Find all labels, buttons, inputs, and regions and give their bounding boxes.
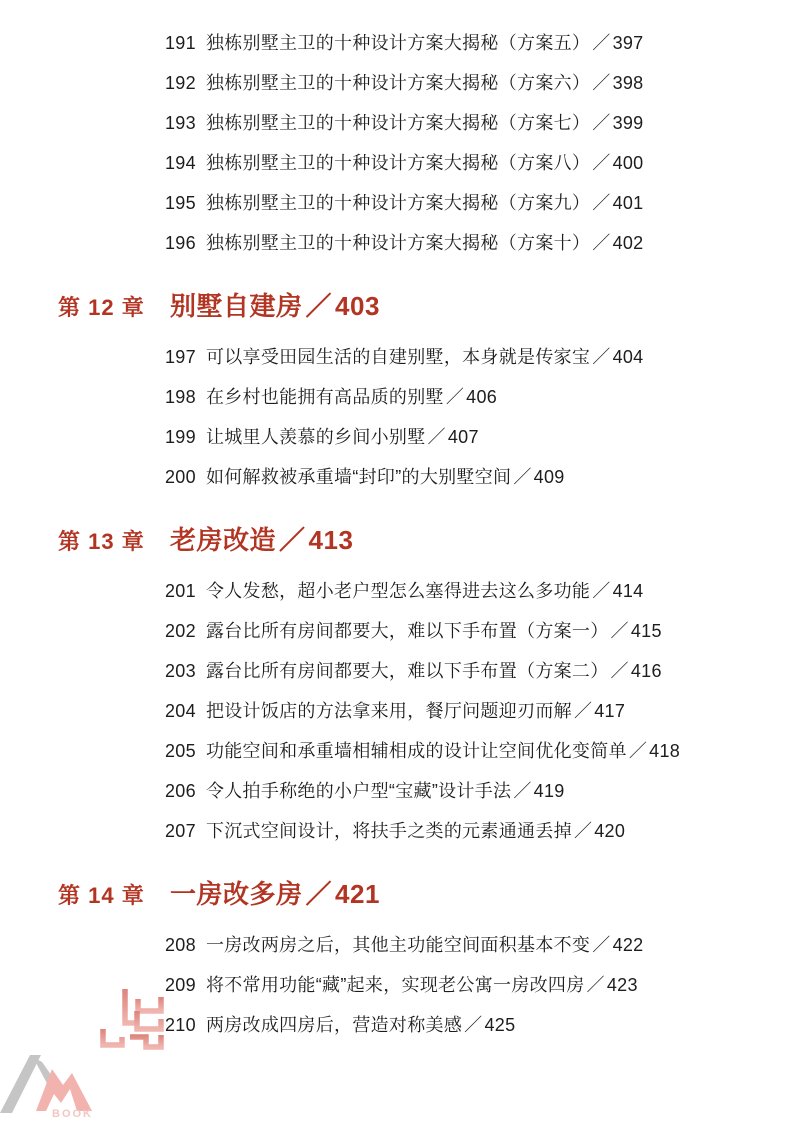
toc-item-number: 206 (165, 781, 196, 801)
toc-separator: ／ (592, 33, 611, 53)
toc-item-number: 203 (165, 661, 196, 681)
toc-item-number: 198 (165, 387, 196, 407)
toc-item (0, 113, 790, 133)
toc-item-title: 露台比所有房间都要大，难以下手布置（方案二） (205, 661, 609, 681)
chapter-heading (0, 879, 790, 911)
toc-separator: ／ (305, 879, 333, 909)
toc-item-title: 功能空间和承重墙相辅相成的设计让空间优化变简单 (205, 741, 627, 761)
toc-item-number: 204 (165, 701, 196, 721)
toc-item (0, 193, 790, 213)
toc-separator: ／ (573, 821, 593, 841)
toc-separator: ／ (592, 935, 611, 955)
toc-item-page: 416 (630, 661, 662, 681)
toc-item-title: 令人发愁，超小老户型怎么塞得进去这么多功能 (205, 581, 591, 601)
toc-separator: ／ (586, 975, 605, 995)
toc-item-title: 独栋别墅主卫的十种设计方案大揭秘（方案十） (205, 233, 591, 253)
toc-item-page: 423 (606, 975, 638, 995)
toc-item-title: 下沉式空间设计，将扶手之类的元素通通丢掉 (205, 821, 572, 841)
toc-item-number: 193 (165, 113, 196, 133)
toc-item-page: 401 (612, 193, 644, 213)
toc-item (0, 661, 790, 681)
toc-item (0, 581, 790, 601)
toc-item-page: 415 (630, 621, 662, 641)
toc-item-page: 399 (612, 113, 644, 133)
book-watermark-logo (0, 1055, 92, 1124)
toc-item-number: 207 (165, 821, 196, 841)
chapter-page: 413 (308, 525, 354, 555)
chapter-title: 别墅自建房 (170, 291, 303, 321)
toc-item-title: 独栋别墅主卫的十种设计方案大揭秘（方案六） (205, 73, 591, 93)
chapter-title: 老房改造 (170, 525, 277, 555)
toc-item-title: 两房改成四房后，营造对称美感 (205, 1015, 463, 1035)
toc-item-page: 406 (466, 387, 498, 407)
chapter-number-label: 第 14 章 (58, 883, 145, 908)
toc-separator: ／ (610, 661, 629, 681)
toc-item-page: 409 (533, 467, 565, 487)
toc-item-title: 让城里人羡慕的乡间小别墅 (205, 427, 426, 447)
toc-item-number: 201 (165, 581, 196, 601)
toc-item (0, 347, 790, 367)
toc-separator: ／ (592, 193, 611, 213)
toc-item-title: 如何解救被承重墙“封印”的大别墅空间 (205, 467, 512, 487)
chapter-heading (0, 525, 790, 557)
chapter-heading (0, 291, 790, 323)
toc-item (0, 33, 790, 53)
toc-item (0, 621, 790, 641)
toc-item (0, 821, 790, 841)
chapter-page: 421 (335, 879, 380, 909)
toc-separator: ／ (628, 741, 648, 761)
toc-item-number: 205 (165, 741, 196, 761)
toc-separator: ／ (445, 387, 465, 407)
toc-item-number: 191 (165, 33, 196, 53)
toc-item-number: 210 (165, 1015, 196, 1035)
seal-maze-icon (100, 985, 164, 1055)
toc-separator: ／ (592, 233, 611, 253)
toc-item-page: 418 (649, 741, 681, 761)
toc-separator: ／ (592, 153, 611, 173)
toc-item-page: 404 (612, 347, 644, 367)
toc-item-title: 一房改两房之后，其他主功能空间面积基本不变 (205, 935, 591, 955)
toc-item (0, 741, 790, 761)
mountain-logo-icon (0, 1055, 92, 1119)
toc-item (0, 153, 790, 173)
toc-item-page: 402 (612, 233, 644, 253)
chapter-title: 一房改多房 (170, 879, 303, 909)
chapter-number-label: 第 12 章 (58, 295, 145, 320)
toc-separator: ／ (513, 781, 532, 801)
toc-item-title: 将不常用功能“藏”起来，实现老公寓一房改四房 (205, 975, 585, 995)
toc-item-page: 397 (612, 33, 644, 53)
toc-item-number: 202 (165, 621, 196, 641)
book-watermark-text: BOOK (52, 1108, 92, 1119)
toc-separator: ／ (305, 291, 333, 321)
toc-item-number: 192 (165, 73, 196, 93)
toc-item-number: 209 (165, 975, 196, 995)
toc-item-page: 414 (612, 581, 644, 601)
toc-separator: ／ (592, 581, 611, 601)
toc-item (0, 387, 790, 407)
toc-item-title: 独栋别墅主卫的十种设计方案大揭秘（方案五） (205, 33, 591, 53)
toc-separator: ／ (592, 347, 611, 367)
toc-item (0, 233, 790, 253)
toc-item (0, 467, 790, 487)
toc-item-number: 208 (165, 935, 196, 955)
toc-item (0, 935, 790, 955)
toc-item-title: 在乡村也能拥有高品质的别墅 (205, 387, 444, 407)
toc-item-page: 425 (484, 1015, 516, 1035)
toc-item (0, 427, 790, 447)
toc-item-title: 独栋别墅主卫的十种设计方案大揭秘（方案九） (205, 193, 591, 213)
toc-item (0, 701, 790, 721)
chapter-page: 403 (335, 291, 380, 321)
toc-item-number: 197 (165, 347, 196, 367)
toc-item-title: 露台比所有房间都要大，难以下手布置（方案一） (205, 621, 609, 641)
toc-item-title: 令人拍手称绝的小户型“宝藏”设计手法 (205, 781, 512, 801)
toc-separator: ／ (427, 427, 446, 447)
toc-item-number: 194 (165, 153, 196, 173)
toc-separator: ／ (279, 525, 306, 555)
toc-item (0, 73, 790, 93)
toc-item-title: 可以享受田园生活的自建别墅，本身就是传家宝 (205, 347, 591, 367)
toc-item-page: 420 (594, 821, 626, 841)
publisher-seal-icon (100, 985, 164, 1060)
toc-item-title: 独栋别墅主卫的十种设计方案大揭秘（方案七） (205, 113, 591, 133)
toc-item-page: 422 (612, 935, 644, 955)
toc-item-number: 196 (165, 233, 196, 253)
toc-separator: ／ (464, 1015, 483, 1035)
toc-separator: ／ (513, 467, 532, 487)
toc-item-page: 398 (612, 73, 644, 93)
toc-item-title: 独栋别墅主卫的十种设计方案大揭秘（方案八） (205, 153, 591, 173)
toc-item (0, 781, 790, 801)
toc-separator: ／ (592, 113, 611, 133)
toc-item-title: 把设计饭店的方法拿来用，餐厅问题迎刃而解 (205, 701, 572, 721)
toc-item-page: 407 (447, 427, 479, 447)
toc-item-number: 199 (165, 427, 196, 447)
toc-item-number: 200 (165, 467, 196, 487)
toc-item-number: 195 (165, 193, 196, 213)
toc-separator: ／ (592, 73, 611, 93)
toc-separator: ／ (573, 701, 593, 721)
toc-item-page: 419 (533, 781, 565, 801)
toc-separator: ／ (610, 621, 629, 641)
chapter-number-label: 第 13 章 (58, 529, 145, 554)
toc-item-page: 400 (612, 153, 644, 173)
toc-item-page: 417 (594, 701, 626, 721)
